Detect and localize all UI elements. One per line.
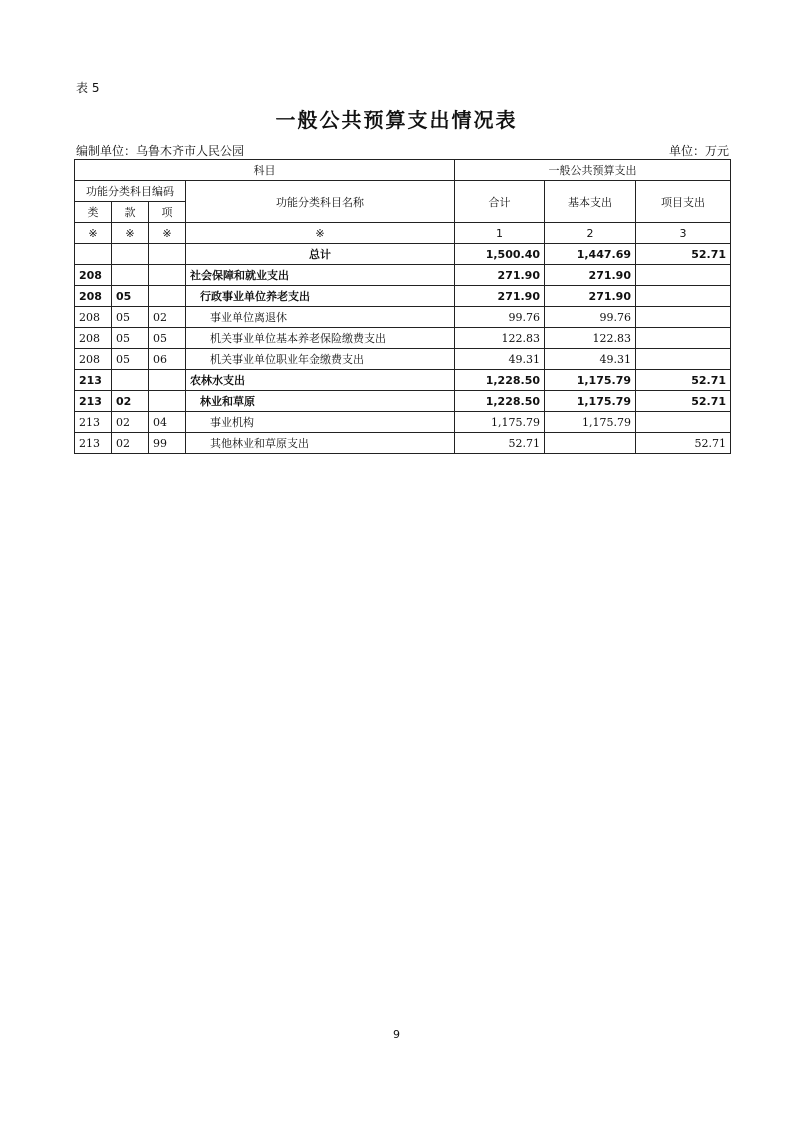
lei-cell: 208 [75, 328, 112, 349]
xiang-cell [149, 370, 186, 391]
page-title: 一般公共预算支出情况表 [275, 108, 518, 132]
kuan-cell: 05 [112, 286, 149, 307]
xiang-cell: 02 [149, 307, 186, 328]
header-func-code: 功能分类科目编码 [75, 181, 186, 202]
basic-cell: 1,175.79 [545, 412, 636, 433]
table-row [75, 349, 731, 370]
col-number-1: 1 [455, 223, 545, 244]
xiang-cell [149, 391, 186, 412]
kuan-cell [112, 265, 149, 286]
lei-cell: 208 [75, 307, 112, 328]
mark-lei: ※ [75, 223, 112, 244]
kuan-cell: 05 [112, 328, 149, 349]
xiang-cell [149, 265, 186, 286]
lei-cell: 208 [75, 349, 112, 370]
project-cell [636, 349, 731, 370]
header-basic: 基本支出 [545, 181, 636, 223]
xiang-cell [149, 286, 186, 307]
basic-cell: 122.83 [545, 328, 636, 349]
name-cell: 农林水支出 [186, 370, 455, 391]
header-project: 项目支出 [636, 181, 731, 223]
page-number: 9 [393, 1028, 400, 1041]
table-row [75, 328, 731, 349]
table-row [75, 244, 731, 265]
total-cell: 1,500.40 [455, 244, 545, 265]
total-cell: 99.76 [455, 307, 545, 328]
header-lei: 类 [75, 202, 112, 223]
project-cell: 52.71 [636, 433, 731, 454]
basic-cell: 1,175.79 [545, 370, 636, 391]
table-row [75, 286, 731, 307]
basic-cell: 271.90 [545, 286, 636, 307]
total-cell: 122.83 [455, 328, 545, 349]
total-cell: 1,175.79 [455, 412, 545, 433]
project-cell: 52.71 [636, 370, 731, 391]
basic-cell: 49.31 [545, 349, 636, 370]
xiang-cell: 99 [149, 433, 186, 454]
lei-cell: 213 [75, 412, 112, 433]
name-cell: 总计 [186, 244, 455, 265]
mark-name: ※ [186, 223, 455, 244]
kuan-cell: 05 [112, 349, 149, 370]
total-cell: 1,228.50 [455, 391, 545, 412]
name-cell: 行政事业单位养老支出 [186, 286, 455, 307]
project-cell: 52.71 [636, 391, 731, 412]
name-cell: 其他林业和草原支出 [186, 433, 455, 454]
table-row [75, 307, 731, 328]
basic-cell: 1,447.69 [545, 244, 636, 265]
table-row [75, 265, 731, 286]
mark-xiang: ※ [149, 223, 186, 244]
basic-cell: 271.90 [545, 265, 636, 286]
mark-kuan: ※ [112, 223, 149, 244]
name-cell: 社会保障和就业支出 [186, 265, 455, 286]
total-cell: 271.90 [455, 265, 545, 286]
header-func-name: 功能分类科目名称 [186, 181, 455, 223]
header-xiang: 项 [149, 202, 186, 223]
basic-cell [545, 433, 636, 454]
kuan-cell [112, 244, 149, 265]
table-number: 表 5 [76, 81, 100, 95]
name-cell: 事业机构 [186, 412, 455, 433]
unit-label: 单位：万元 [668, 144, 729, 158]
table-row [75, 433, 731, 454]
kuan-cell: 02 [112, 412, 149, 433]
lei-cell: 213 [75, 370, 112, 391]
table-row [75, 391, 731, 412]
xiang-cell: 06 [149, 349, 186, 370]
header-budget-group: 一般公共预算支出 [455, 160, 731, 181]
lei-cell: 213 [75, 433, 112, 454]
header-total: 合计 [455, 181, 545, 223]
lei-cell: 208 [75, 286, 112, 307]
lei-cell: 213 [75, 391, 112, 412]
basic-cell: 1,175.79 [545, 391, 636, 412]
col-number-3: 3 [636, 223, 731, 244]
total-cell: 49.31 [455, 349, 545, 370]
lei-cell [75, 244, 112, 265]
project-cell [636, 328, 731, 349]
name-cell: 机关事业单位基本养老保险缴费支出 [186, 328, 455, 349]
project-cell: 52.71 [636, 244, 731, 265]
header-subject: 科目 [75, 160, 455, 181]
project-cell [636, 286, 731, 307]
kuan-cell: 05 [112, 307, 149, 328]
name-cell: 事业单位离退休 [186, 307, 455, 328]
table-row [75, 412, 731, 433]
total-cell: 52.71 [455, 433, 545, 454]
col-number-2: 2 [545, 223, 636, 244]
table-row [75, 370, 731, 391]
project-cell [636, 307, 731, 328]
xiang-cell [149, 244, 186, 265]
kuan-cell: 02 [112, 391, 149, 412]
basic-cell: 99.76 [545, 307, 636, 328]
total-cell: 1,228.50 [455, 370, 545, 391]
project-cell [636, 265, 731, 286]
project-cell [636, 412, 731, 433]
kuan-cell: 02 [112, 433, 149, 454]
lei-cell: 208 [75, 265, 112, 286]
total-cell: 271.90 [455, 286, 545, 307]
name-cell: 机关事业单位职业年金缴费支出 [186, 349, 455, 370]
org-label: 编制单位：乌鲁木齐市人民公园 [76, 144, 245, 158]
xiang-cell: 05 [149, 328, 186, 349]
xiang-cell: 04 [149, 412, 186, 433]
budget-table [74, 159, 731, 454]
kuan-cell [112, 370, 149, 391]
name-cell: 林业和草原 [186, 391, 455, 412]
header-kuan: 款 [112, 202, 149, 223]
